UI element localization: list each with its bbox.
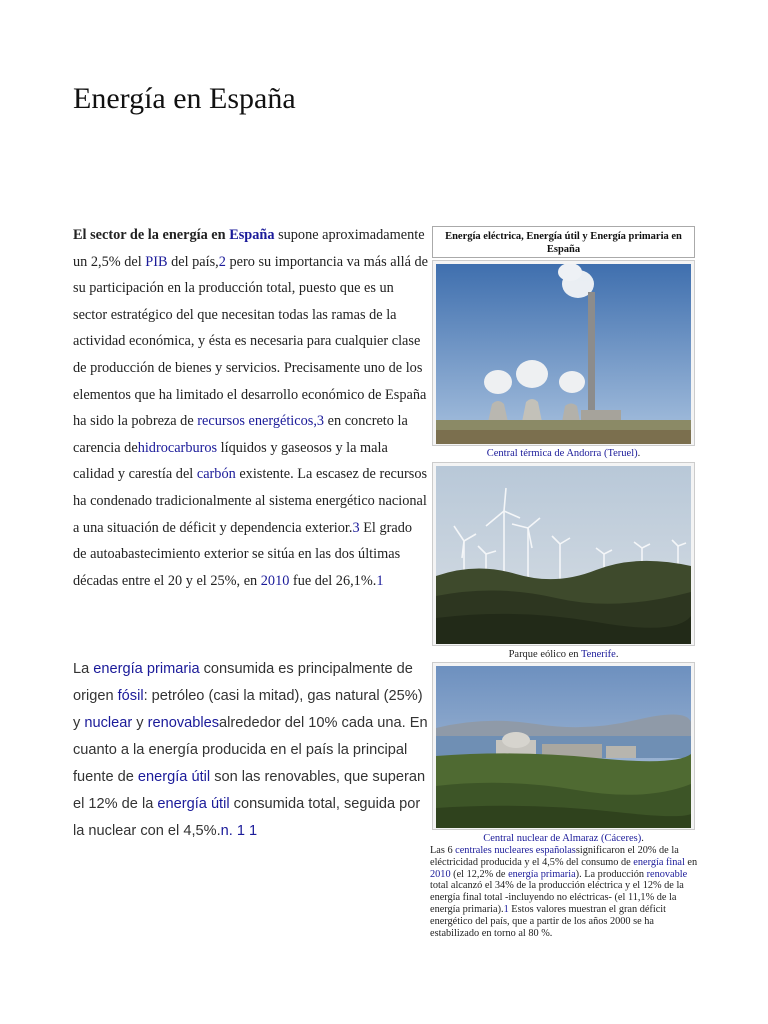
link-pib[interactable]: PIB (145, 253, 168, 270)
text-segment: Las 6 (430, 845, 456, 856)
ref-1b[interactable]: 1 (245, 823, 258, 839)
image-frame-thermal (432, 260, 695, 446)
energy-paragraph (73, 656, 428, 845)
text-segment: La (73, 661, 94, 677)
link-centrales-nucleares[interactable]: centrales nucleares españolas (455, 845, 576, 856)
link-renovable[interactable]: renovable (646, 868, 688, 880)
caption-end: . (641, 833, 644, 844)
text-segment: y (132, 715, 148, 731)
thermal-plant-image[interactable] (436, 264, 691, 444)
link-2010[interactable]: 2010 (260, 572, 290, 589)
text-segment: (el 12,2% de (450, 868, 509, 880)
link-energia-final[interactable]: energía final (633, 856, 685, 868)
text-segment: total alcanzó el 34% de la producción eléctrica y el 12% de la energía final total -incluyendo no eléctricas- (el 11,1% de la energía primaria). (430, 880, 684, 915)
link-recursos-energeticos[interactable]: recursos energéticos (197, 413, 314, 430)
link-energia-util-2[interactable]: energía útil (157, 796, 230, 812)
page-title: Energía en España (73, 82, 296, 115)
lead-bold (73, 227, 275, 243)
text-segment: pero su importancia va más allá de su participación en la producción total, puesto que es un sector estratégico del que necesitan todas las ramas de la actividad económica, y ésta es necesaria para cualquier clase de producción de bienes y servicios. Precisamente uno de los elementos que ha limitado el desarrollo económico de España ha sido la pobreza de (73, 253, 428, 430)
caption-end: . (637, 448, 641, 459)
text-segment: son las renovables, que superan el 12% de la (73, 769, 426, 812)
text-segment: ). La producción (575, 868, 647, 880)
text-segment: consumida es principalmente de origen (73, 661, 413, 704)
link-central-almaraz[interactable]: Central nuclear de Almaraz (Cáceres) (483, 833, 642, 844)
image-frame-nuclear (432, 662, 695, 830)
infobox-title: Energía eléctrica, Energía útil y Energía primaria en España (432, 226, 695, 258)
lead-text: El sector de la energía en (73, 227, 230, 243)
image-frame-wind (432, 462, 695, 646)
caption-text: Parque eólico en (508, 649, 581, 660)
link-renovables[interactable]: renovables (147, 715, 220, 731)
text-segment: consumida total, seguida por la nuclear con el 4,5%. (73, 796, 421, 839)
wind-farm-image[interactable] (436, 466, 691, 644)
text-segment: alrededor del 10% cada una. En cuanto a la energía producida en el país la principal fuente de (73, 715, 428, 785)
caption-end: . (615, 649, 619, 660)
link-nuclear[interactable]: nuclear (84, 715, 133, 731)
link-central-andorra[interactable]: Central térmica de Andorra (Teruel) (486, 448, 638, 459)
text-segment: existente. La escasez de recursos ha condenado tradicionalmente al sistema energético nacional a una situación de déficit y dependencia exterior. (73, 466, 428, 536)
text-segment: Estos valores muestran el gran déficit energético del país, que a partir de los años 2000 se ha estabilizado en torno al 80 %. (430, 903, 666, 939)
intro-paragraph (73, 222, 428, 594)
caption-nuclear (432, 832, 695, 845)
ref-3a[interactable]: ,3 (313, 413, 325, 430)
text-segment: en concreto la carencia de (73, 413, 408, 456)
link-energia-util[interactable]: energía útil (137, 769, 211, 785)
nuclear-note (430, 845, 705, 939)
text-segment: significaron el 20% de la eléctricidad producida y el 4,5% del consumo de (430, 845, 679, 868)
text-segment: : petróleo (casi la mitad), gas natural (25%) y (73, 688, 423, 731)
link-carbon[interactable]: carbón (196, 466, 236, 483)
ref-1[interactable]: 1 (376, 572, 384, 589)
text-segment: El grado de autoabastecimiento exterior se sitúa en las dos últimas décadas entre el 20 y el 25%, en (73, 519, 413, 589)
caption-wind (432, 648, 695, 661)
text-segment: líquidos y gaseosos y la mala calidad y carestía del (73, 439, 388, 483)
ref-2[interactable]: 2 (218, 253, 226, 270)
link-energia-primaria-note[interactable]: energía primaria (508, 868, 576, 880)
link-2010-note[interactable]: 2010 (430, 868, 451, 880)
link-fosil[interactable]: fósil (117, 688, 144, 704)
link-espana[interactable]: España (229, 227, 275, 243)
text-segment: en (684, 856, 698, 868)
text-segment: fue del 26,1%. (289, 572, 377, 589)
ref-1-note[interactable]: 1 (503, 903, 509, 915)
link-tenerife[interactable]: Tenerife (580, 649, 616, 660)
link-hidrocarburos[interactable]: hidrocarburos (137, 439, 218, 456)
ref-3b[interactable]: 3 (352, 519, 360, 536)
text-segment: del país, (167, 253, 219, 270)
caption-thermal (432, 447, 695, 460)
nuclear-plant-image[interactable] (436, 666, 691, 828)
ref-n1[interactable]: n. 1 (220, 823, 245, 839)
text-segment: supone aproximadamente un 2,5% del (73, 227, 425, 270)
link-energia-primaria[interactable]: energía primaria (93, 661, 200, 677)
